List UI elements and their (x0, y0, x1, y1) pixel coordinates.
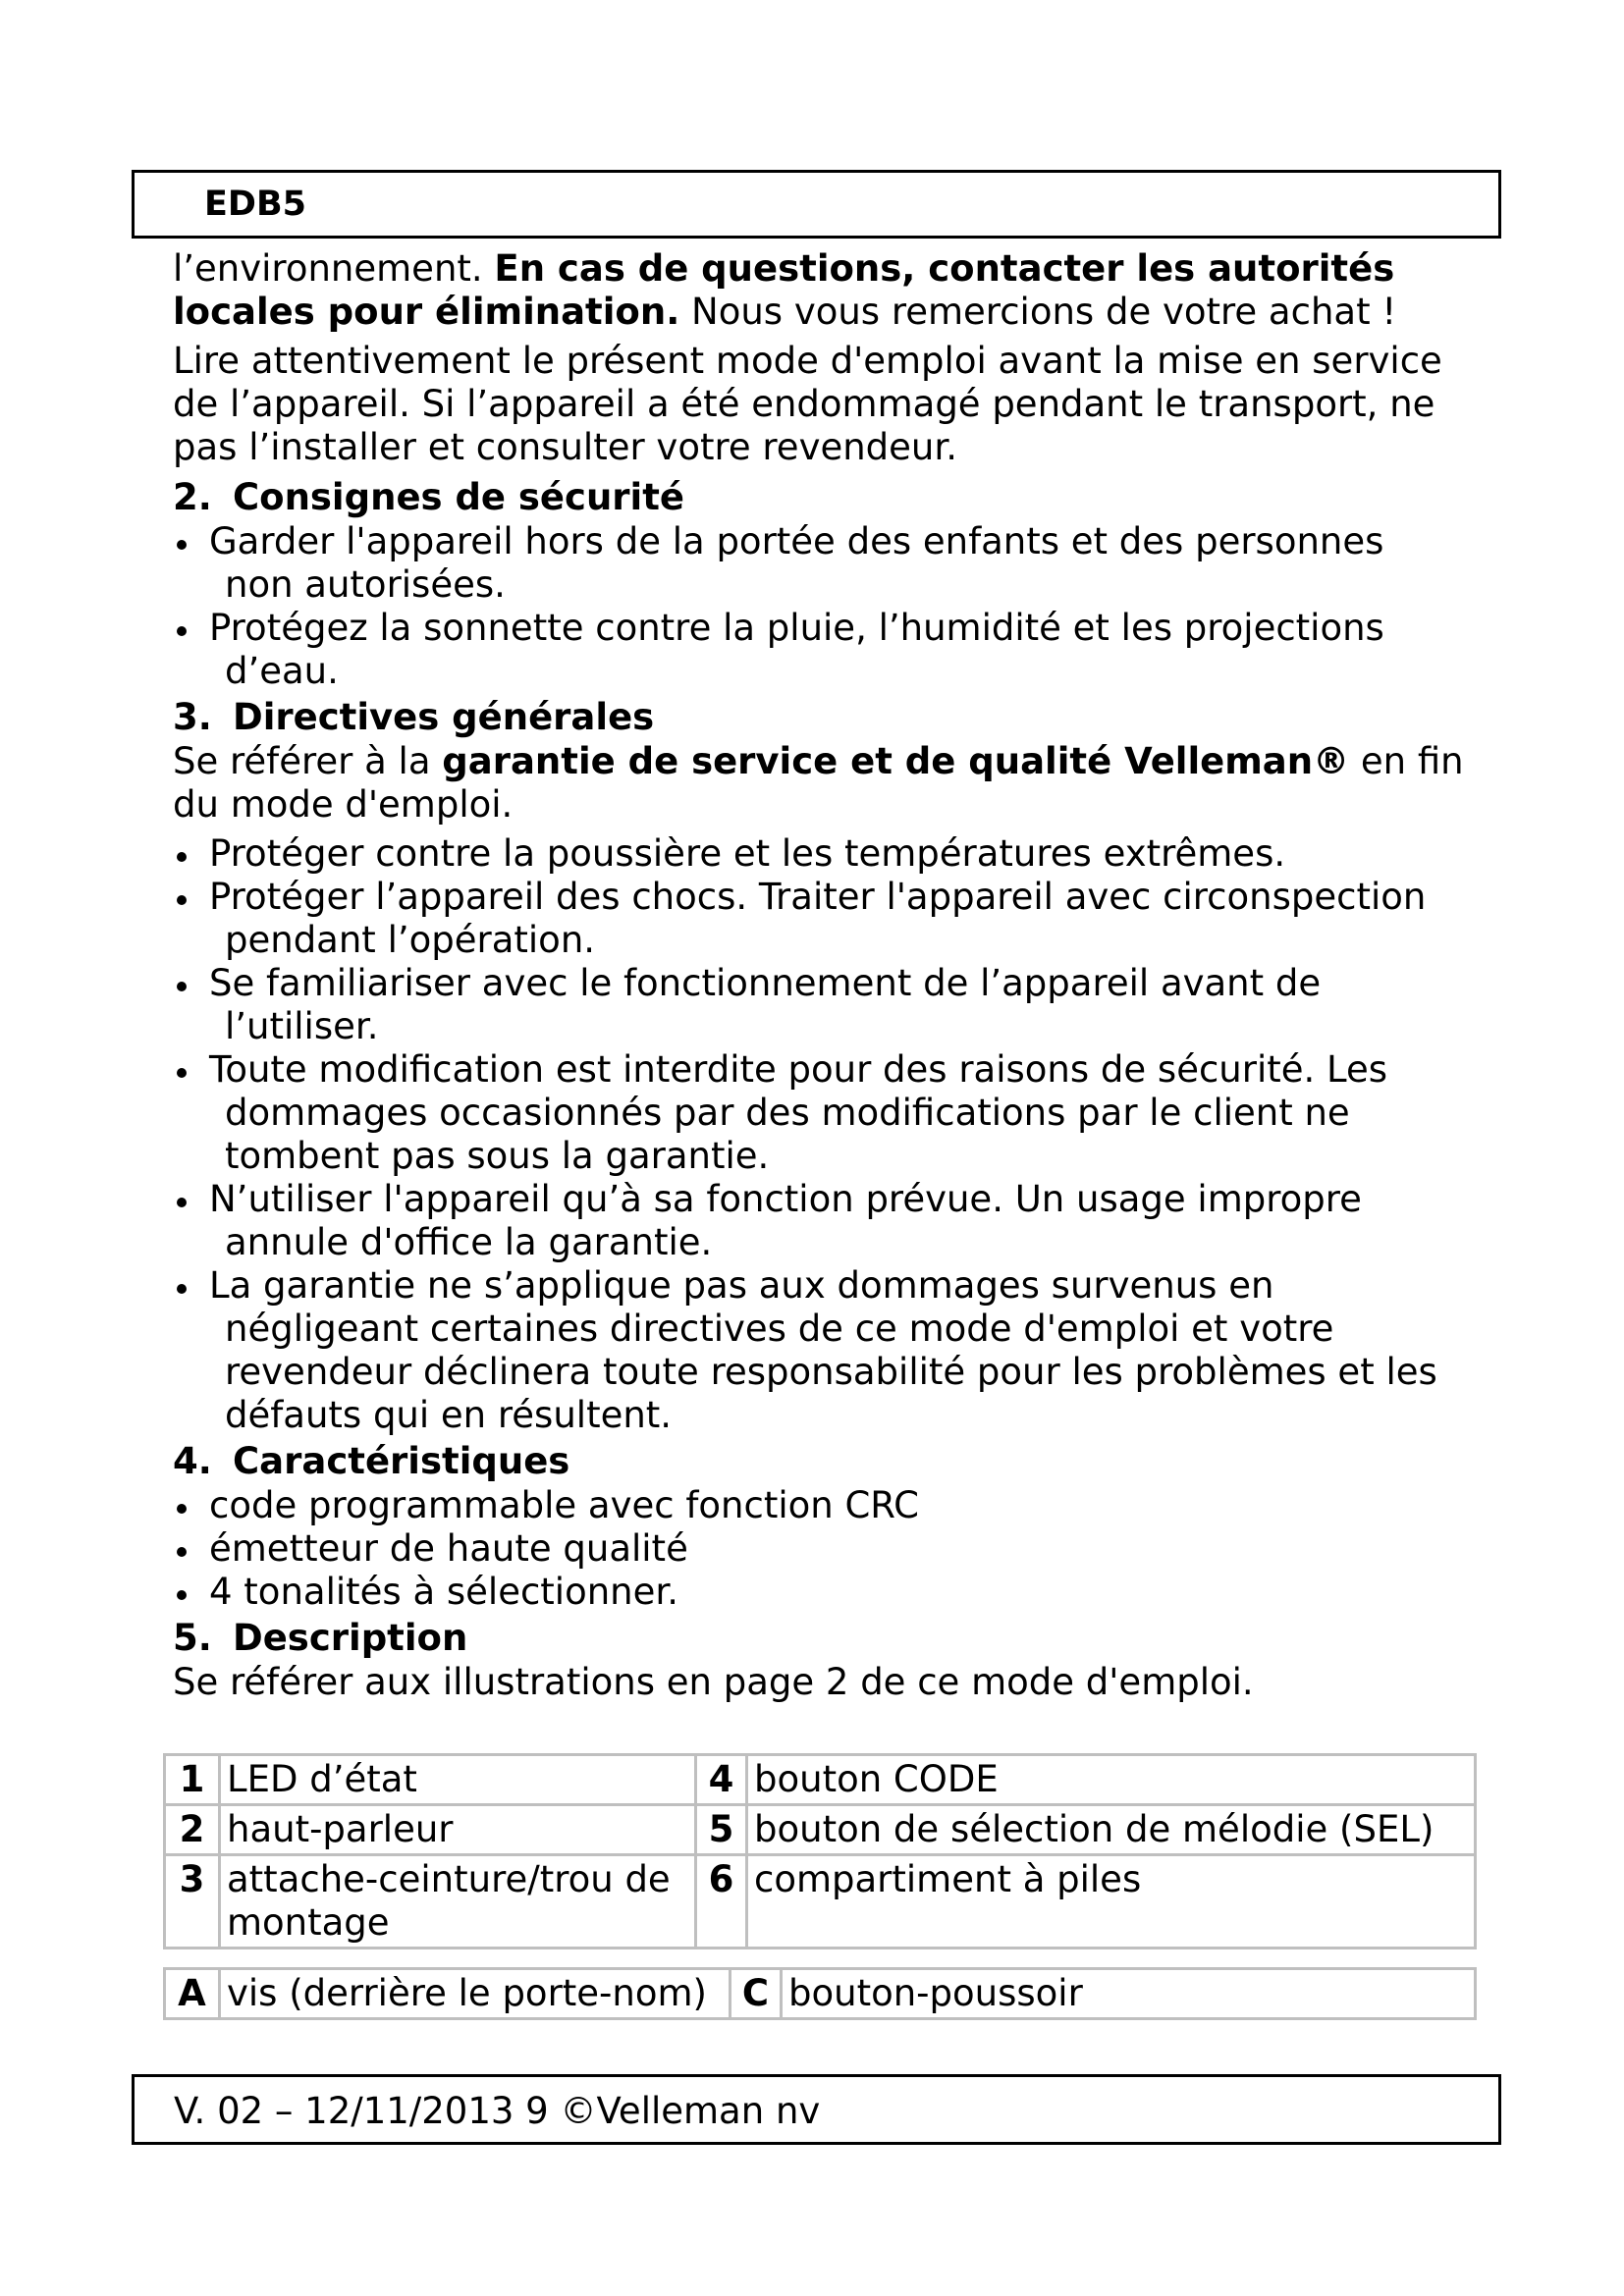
list-item-text: Protéger contre la poussière et les températures extrêmes. (209, 832, 1286, 875)
description-table (163, 1753, 1477, 1949)
paragraph-bold-text: garantie de service et de qualité Velleman® (442, 740, 1350, 782)
list-item-text: Garder l'appareil hors de la portée des enfants et des personnes (209, 520, 1384, 562)
parts-table (163, 1967, 1477, 2020)
list-item-text: Toute modification est interdite pour des raisons de sécurité. Les (209, 1048, 1388, 1091)
table-cell: haut-parleur (220, 1805, 696, 1855)
list-item-continuation: négligeant certaines directives de ce mode d'emploi et votre revendeur déclinera toute responsabilité pour les problèmes et les défauts qui en résultent. (225, 1308, 1437, 1436)
intro-paragraph-1 (173, 247, 1489, 334)
paragraph-text: en fin du mode d'emploi. (173, 740, 1464, 826)
section-4-heading (173, 1439, 1489, 1484)
section-title: Consignes de sécurité (233, 476, 685, 518)
list-item-continuation: dommages occasionnés par des modifications par le client ne tombent pas sous la garantie. (225, 1092, 1350, 1177)
general-guidelines-list (173, 832, 1489, 1437)
section-number: 4. (173, 1440, 212, 1482)
list-item: émetteur de haute qualité (173, 1527, 1489, 1571)
safety-list (173, 520, 1489, 693)
list-item (173, 962, 1489, 1048)
list-item (173, 876, 1489, 962)
list-item (173, 832, 1489, 876)
table-row (165, 1969, 1476, 2019)
list-item-text: Se familiariser avec le fonctionnement de l’appareil avant de (209, 962, 1322, 1004)
intro-thanks: Nous vous remercions de votre achat ! (679, 291, 1397, 333)
section-5-paragraph: Se référer aux illustrations en page 2 de ce mode d'emploi. (173, 1661, 1254, 1703)
list-item-text: La garantie ne s’applique pas aux dommages survenus en (209, 1264, 1274, 1307)
list-item (173, 520, 1489, 607)
table-cell-number: 3 (165, 1855, 220, 1949)
section-title: Directives générales (233, 696, 655, 738)
section-number: 3. (173, 696, 212, 738)
list-item-text: Protéger l’appareil des chocs. Traiter l'appareil avec circonspection (209, 876, 1427, 918)
table-cell: LED d’état (220, 1755, 696, 1805)
section-3-heading (173, 695, 1489, 740)
intro-text: l’environnement. (173, 247, 495, 290)
list-item-text: Protégez la sonnette contre la pluie, l’humidité et les projections (209, 607, 1384, 649)
table-cell-number: 4 (696, 1755, 747, 1805)
list-item (173, 1048, 1489, 1178)
section-number: 2. (173, 476, 212, 518)
header-frame (132, 170, 1501, 239)
features-list (173, 1484, 1489, 1614)
section-3-paragraph (173, 740, 1489, 827)
table-cell: bouton de sélection de mélodie (SEL) (747, 1805, 1476, 1855)
table-cell-number: 6 (696, 1855, 747, 1949)
table-row (165, 1805, 1476, 1855)
table-cell: attache-ceinture/trou de montage (220, 1855, 696, 1949)
table-cell-number: 5 (696, 1805, 747, 1855)
table-cell: bouton-poussoir (782, 1969, 1476, 2019)
list-item (173, 1178, 1489, 1264)
list-item (173, 1264, 1489, 1437)
section-5-heading (173, 1616, 1489, 1661)
table-cell-number: 2 (165, 1805, 220, 1855)
table-row (165, 1755, 1476, 1805)
footer-frame (132, 2074, 1501, 2145)
table-cell-letter: C (731, 1969, 782, 2019)
list-item: 4 tonalités à sélectionner. (173, 1571, 1489, 1614)
section-number: 5. (173, 1617, 212, 1659)
intro-paragraph-2: Lire attentivement le présent mode d'emploi avant la mise en service de l’appareil. Si l’appareil a été endommagé pendant le transport, ne pas l’installer et consulter votre revendeur. (173, 340, 1442, 468)
section-2-heading (173, 475, 1489, 520)
paragraph-text: Se référer à la (173, 740, 443, 782)
model-title: EDB5 (204, 185, 306, 224)
footer-version: V. 02 – 12/11/2013 9 ©Velleman nv (174, 2090, 821, 2132)
list-item-continuation: l’utiliser. (225, 1005, 379, 1047)
table-row (165, 1855, 1476, 1949)
table-cell: vis (derrière le porte-nom) (220, 1969, 731, 2019)
table-cell: bouton CODE (747, 1755, 1476, 1805)
intro-bold-text: En cas de questions, contacter les autorités locales pour élimination. (173, 247, 1395, 333)
list-item-continuation: d’eau. (225, 650, 339, 692)
list-item-continuation: non autorisées. (225, 563, 506, 606)
list-item-continuation: annule d'office la garantie. (225, 1221, 713, 1263)
table-cell-letter: A (165, 1969, 220, 2019)
list-item-continuation: pendant l’opération. (225, 919, 596, 961)
table-cell: compartiment à piles (747, 1855, 1476, 1949)
section-title: Caractéristiques (233, 1440, 570, 1482)
main-content (173, 247, 1489, 1710)
list-item: code programmable avec fonction CRC (173, 1484, 1489, 1527)
table-cell-number: 1 (165, 1755, 220, 1805)
section-title: Description (233, 1617, 468, 1659)
list-item-text: N’utiliser l'appareil qu’à sa fonction prévue. Un usage impropre (209, 1178, 1362, 1220)
list-item (173, 607, 1489, 693)
